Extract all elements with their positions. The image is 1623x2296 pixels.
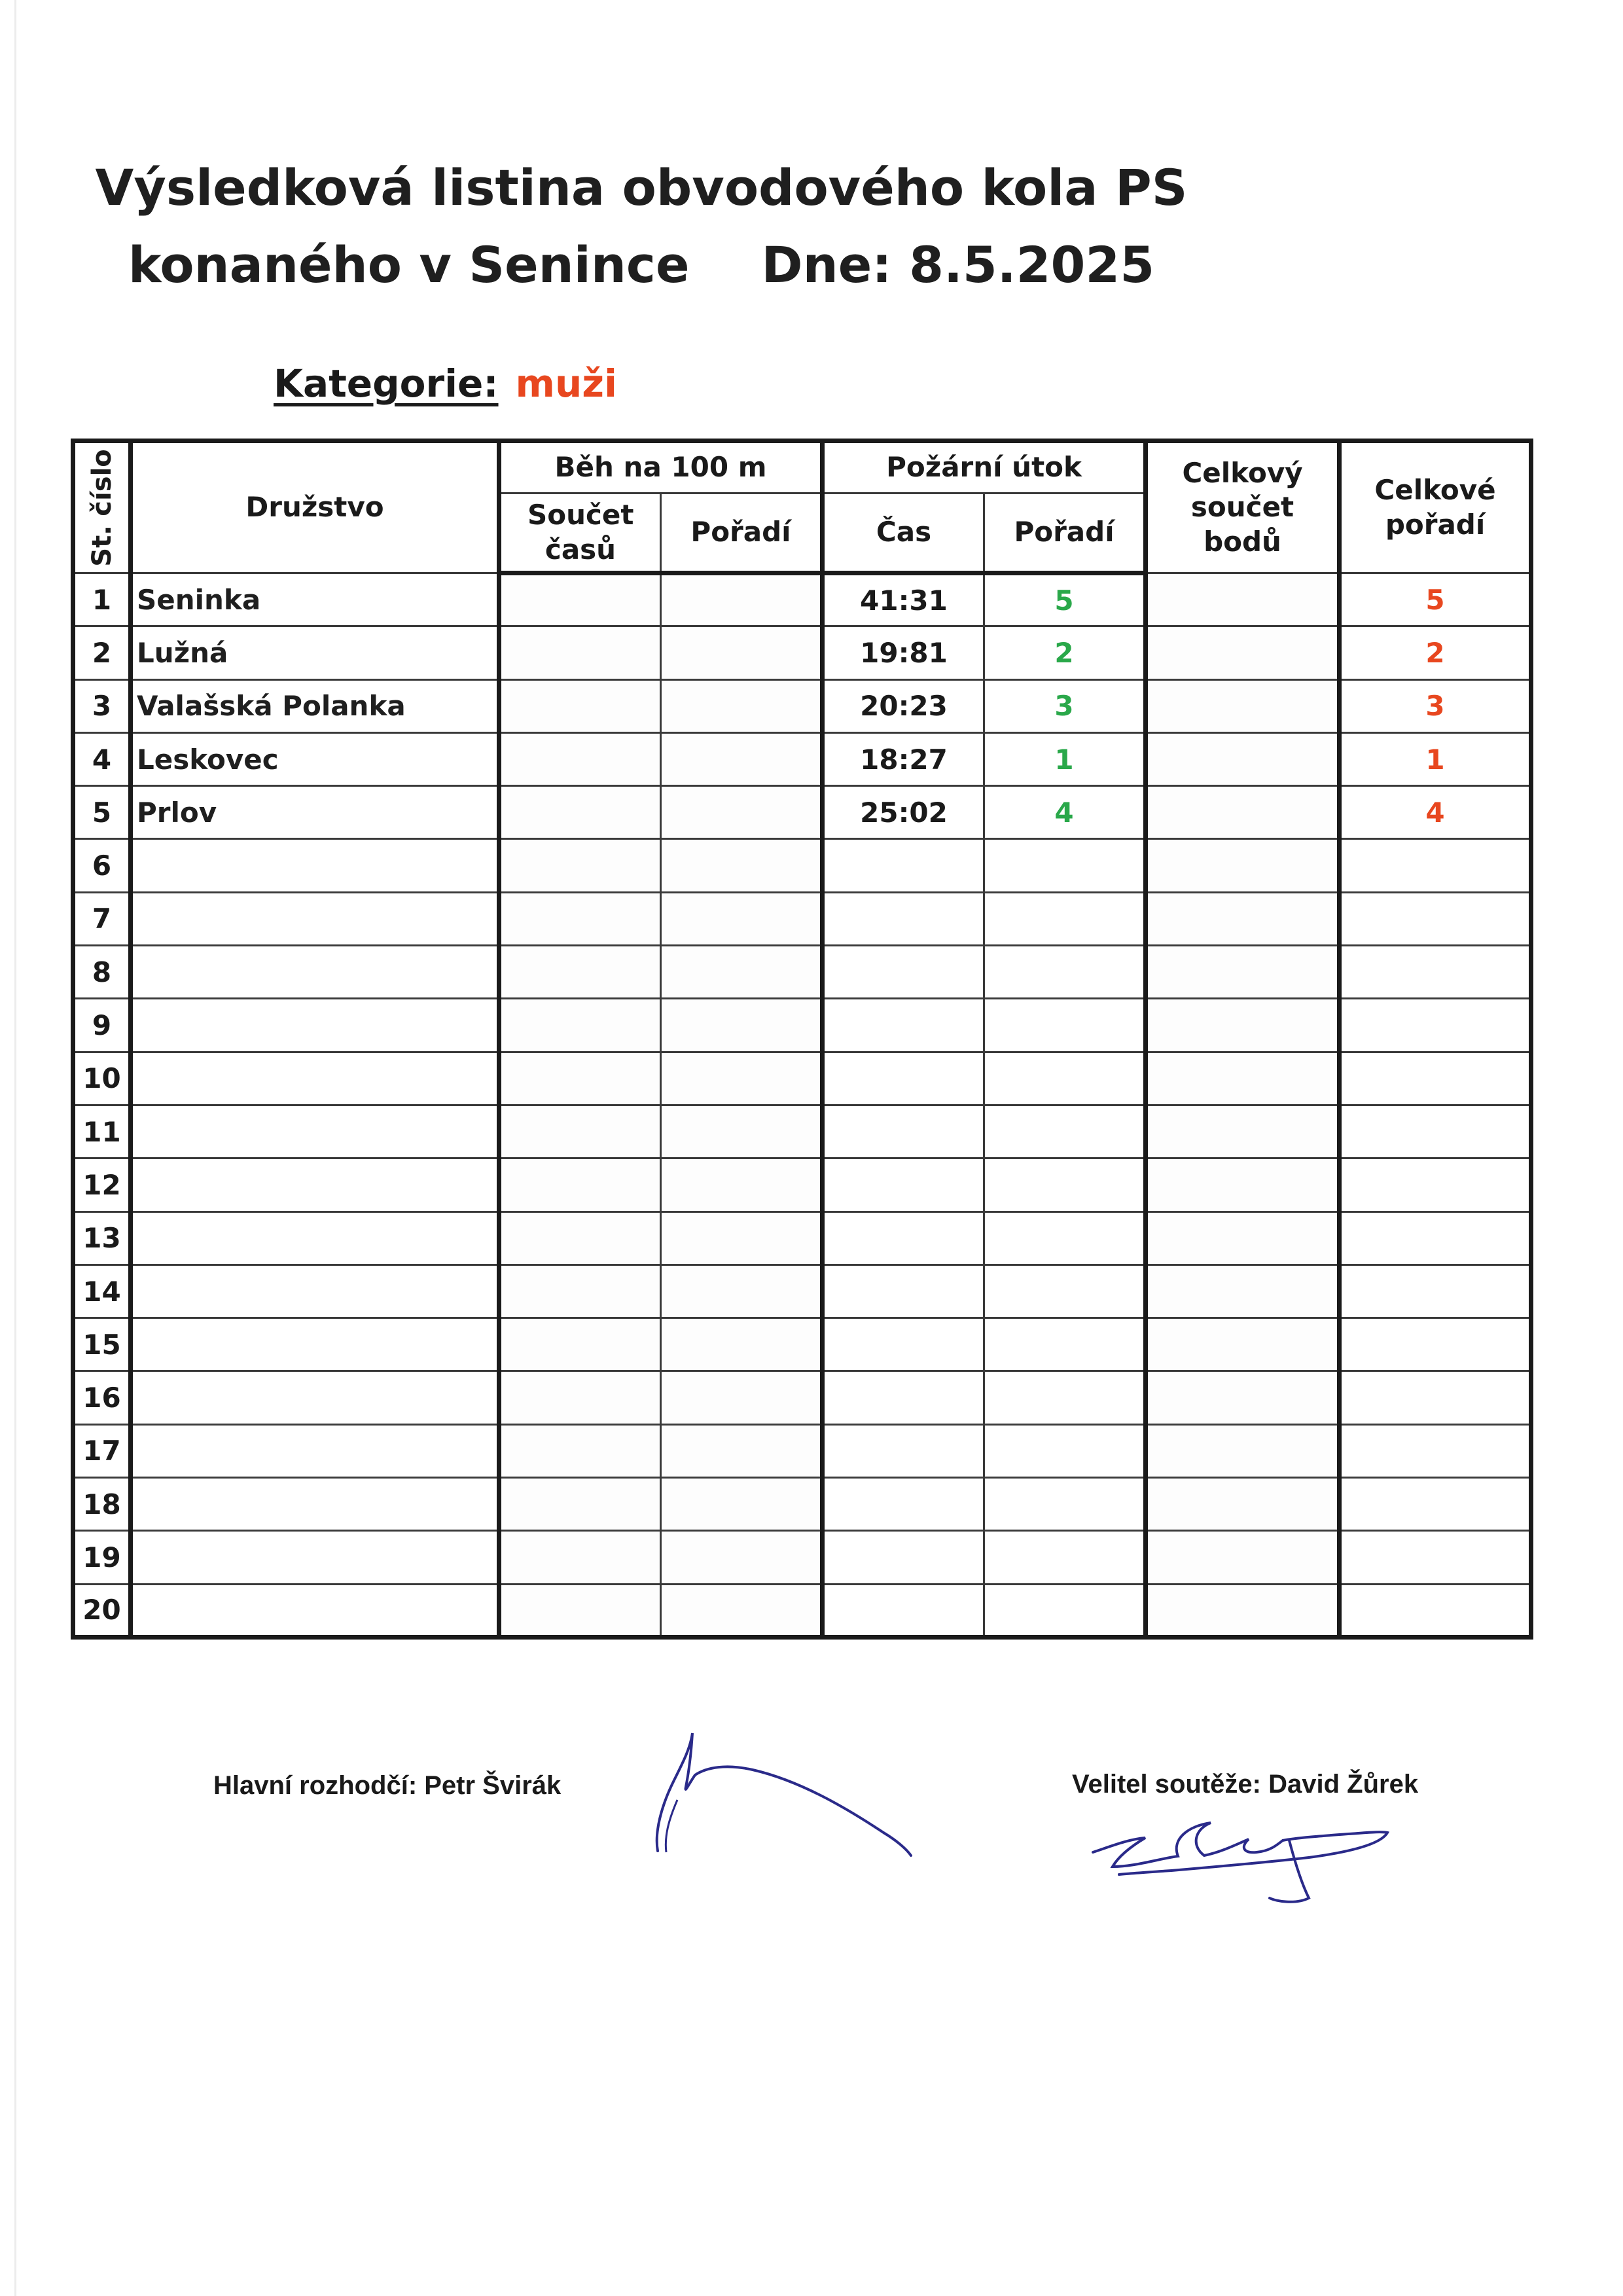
start-number-cell: 16	[73, 1371, 131, 1424]
attack-time-cell: 19:81	[823, 626, 984, 679]
attack-time-cell: 25:02	[823, 786, 984, 839]
header-attack-group: Požární útok	[823, 441, 1146, 493]
total-points-cell	[1146, 732, 1340, 785]
total-rank-cell	[1340, 1318, 1531, 1371]
team-cell	[131, 1158, 499, 1211]
start-number-cell: 7	[73, 892, 131, 945]
total-rank-cell: 1	[1340, 732, 1531, 785]
scan-edge	[14, 0, 16, 2296]
team-name: Seninka	[137, 583, 261, 616]
total-rank-cell	[1340, 1371, 1531, 1424]
attack-time-cell	[823, 1478, 984, 1531]
header-total-points: Celkový součet bodů	[1146, 441, 1340, 573]
attack-time-cell	[823, 1052, 984, 1105]
total-rank-cell	[1340, 1265, 1531, 1318]
run-rank-cell	[661, 732, 823, 785]
attack-rank-cell	[984, 946, 1146, 999]
team-cell	[131, 1211, 499, 1265]
start-number-cell: 5	[73, 786, 131, 839]
start-number-cell: 17	[73, 1424, 131, 1477]
table-row	[73, 1052, 1531, 1105]
run-sum-cell	[499, 626, 661, 679]
attack-rank-cell: 1	[984, 732, 1146, 785]
run-rank-cell	[661, 1531, 823, 1584]
attack-rank-cell	[984, 1211, 1146, 1265]
attack-time-cell: 41:31	[823, 573, 984, 626]
attack-time-cell	[823, 1265, 984, 1318]
run-rank-cell	[661, 892, 823, 945]
total-points-cell	[1146, 1318, 1340, 1371]
total-rank-cell	[1340, 892, 1531, 945]
attack-time-cell	[823, 1424, 984, 1477]
attack-rank-cell: 2	[984, 626, 1146, 679]
attack-time-cell	[823, 1211, 984, 1265]
table-row	[73, 1584, 1531, 1637]
header-start-number: St. číslo	[73, 441, 131, 573]
start-number-cell: 11	[73, 1105, 131, 1158]
team-cell	[131, 946, 499, 999]
attack-rank-cell	[984, 1424, 1146, 1477]
team-cell	[131, 1584, 499, 1637]
total-points-cell	[1146, 1105, 1340, 1158]
run-rank-cell	[661, 1318, 823, 1371]
attack-time-cell: 20:23	[823, 679, 984, 732]
attack-rank-cell	[984, 1478, 1146, 1531]
table-row	[73, 1158, 1531, 1211]
team-cell	[131, 1265, 499, 1318]
attack-rank-cell	[984, 892, 1146, 945]
table-row	[73, 946, 1531, 999]
document-subtitle	[52, 236, 1230, 294]
run-rank-cell	[661, 946, 823, 999]
team-cell	[131, 786, 499, 839]
start-number-cell: 8	[73, 946, 131, 999]
run-sum-cell	[499, 1158, 661, 1211]
start-number-cell: 4	[73, 732, 131, 785]
team-cell	[131, 1105, 499, 1158]
team-cell	[131, 839, 499, 892]
table-row	[73, 1318, 1531, 1371]
table-row	[73, 1265, 1531, 1318]
total-points-cell	[1146, 1371, 1340, 1424]
table-row	[73, 1105, 1531, 1158]
total-points-cell	[1146, 1584, 1340, 1637]
start-number-cell: 13	[73, 1211, 131, 1265]
team-cell	[131, 892, 499, 945]
table-row	[73, 1424, 1531, 1477]
attack-time-cell	[823, 1105, 984, 1158]
run-sum-cell	[499, 1531, 661, 1584]
attack-time-cell	[823, 1371, 984, 1424]
attack-rank-cell	[984, 1531, 1146, 1584]
start-number-cell: 6	[73, 839, 131, 892]
attack-rank-cell	[984, 1158, 1146, 1211]
total-rank-cell	[1340, 1424, 1531, 1477]
team-cell	[131, 1478, 499, 1531]
total-points-cell	[1146, 999, 1340, 1052]
attack-time-cell	[823, 1531, 984, 1584]
total-points-cell	[1146, 1158, 1340, 1211]
start-number-cell: 20	[73, 1584, 131, 1637]
attack-rank-cell	[984, 839, 1146, 892]
attack-rank-cell	[984, 1052, 1146, 1105]
date-text: Dne: 8.5.2025	[761, 236, 1155, 294]
header-run-sum: Součet časů	[499, 493, 661, 573]
run-sum-cell	[499, 1424, 661, 1477]
total-rank-cell	[1340, 1052, 1531, 1105]
total-rank-cell	[1340, 1531, 1531, 1584]
team-cell	[131, 999, 499, 1052]
table-row	[73, 573, 1531, 626]
total-points-cell	[1146, 946, 1340, 999]
total-rank-cell	[1340, 1478, 1531, 1531]
run-rank-cell	[661, 786, 823, 839]
team-name: Leskovec	[137, 743, 279, 776]
run-rank-cell	[661, 626, 823, 679]
team-cell	[131, 1371, 499, 1424]
total-rank-cell	[1340, 946, 1531, 999]
attack-time-cell	[823, 892, 984, 945]
header-attack-rank: Pořadí	[984, 493, 1146, 573]
attack-rank-cell: 3	[984, 679, 1146, 732]
total-rank-cell	[1340, 1584, 1531, 1637]
run-sum-cell	[499, 786, 661, 839]
total-points-cell	[1146, 626, 1340, 679]
header-team: Družstvo	[131, 441, 499, 573]
team-name: Prlov	[137, 796, 217, 829]
total-points-cell	[1146, 1531, 1340, 1584]
run-sum-cell	[499, 1371, 661, 1424]
table-row	[73, 626, 1531, 679]
chief-referee-label: Hlavní rozhodčí: Petr Švirák	[213, 1771, 562, 1800]
attack-rank-cell	[984, 1265, 1146, 1318]
attack-time-cell	[823, 1158, 984, 1211]
header-run-rank: Pořadí	[661, 493, 823, 573]
total-points-cell	[1146, 679, 1340, 732]
team-cell	[131, 732, 499, 785]
category-value: muži	[515, 361, 617, 406]
start-number-cell: 2	[73, 626, 131, 679]
attack-rank-cell: 5	[984, 573, 1146, 626]
total-rank-cell	[1340, 999, 1531, 1052]
start-number-cell: 15	[73, 1318, 131, 1371]
run-rank-cell	[661, 679, 823, 732]
run-rank-cell	[661, 839, 823, 892]
run-rank-cell	[661, 573, 823, 626]
team-cell	[131, 679, 499, 732]
header-run-group: Běh na 100 m	[499, 441, 823, 493]
run-sum-cell	[499, 1318, 661, 1371]
table-row	[73, 1531, 1531, 1584]
start-number-cell: 12	[73, 1158, 131, 1211]
commander-signature	[1073, 1793, 1414, 1937]
run-rank-cell	[661, 1265, 823, 1318]
total-rank-cell	[1340, 1211, 1531, 1265]
run-rank-cell	[661, 1105, 823, 1158]
team-name: Valašská Polanka	[137, 690, 406, 723]
table-row	[73, 839, 1531, 892]
attack-rank-cell	[984, 1371, 1146, 1424]
total-points-cell	[1146, 1424, 1340, 1477]
total-rank-cell: 2	[1340, 626, 1531, 679]
run-sum-cell	[499, 1052, 661, 1105]
attack-time-cell	[823, 946, 984, 999]
attack-rank-cell	[984, 1318, 1146, 1371]
total-points-cell	[1146, 573, 1340, 626]
table-row	[73, 786, 1531, 839]
attack-rank-cell	[984, 999, 1146, 1052]
header-total-rank: Celkové pořadí	[1340, 441, 1531, 573]
total-rank-cell: 4	[1340, 786, 1531, 839]
category-label: Kategorie:	[274, 361, 499, 406]
run-sum-cell	[499, 1478, 661, 1531]
attack-time-cell: 18:27	[823, 732, 984, 785]
run-rank-cell	[661, 1371, 823, 1424]
attack-time-cell	[823, 839, 984, 892]
team-cell	[131, 1318, 499, 1371]
total-points-cell	[1146, 1265, 1340, 1318]
attack-rank-cell	[984, 1584, 1146, 1637]
header-attack-time: Čas	[823, 493, 984, 573]
table-row	[73, 732, 1531, 785]
results-table	[71, 439, 1533, 1640]
total-rank-cell: 3	[1340, 679, 1531, 732]
start-number-cell: 18	[73, 1478, 131, 1531]
team-cell	[131, 1052, 499, 1105]
team-cell	[131, 573, 499, 626]
attack-rank-cell	[984, 1105, 1146, 1158]
run-sum-cell	[499, 1265, 661, 1318]
start-number-cell: 14	[73, 1265, 131, 1318]
team-cell	[131, 626, 499, 679]
category-line	[274, 361, 617, 406]
start-number-cell: 3	[73, 679, 131, 732]
chief-referee-signature	[609, 1702, 923, 1885]
run-sum-cell	[499, 1105, 661, 1158]
run-sum-cell	[499, 1211, 661, 1265]
table-row	[73, 892, 1531, 945]
total-points-cell	[1146, 839, 1340, 892]
attack-rank-cell: 4	[984, 786, 1146, 839]
table-row	[73, 1371, 1531, 1424]
run-sum-cell	[499, 946, 661, 999]
run-sum-cell	[499, 999, 661, 1052]
run-sum-cell	[499, 839, 661, 892]
total-points-cell	[1146, 1478, 1340, 1531]
run-rank-cell	[661, 1424, 823, 1477]
run-rank-cell	[661, 1211, 823, 1265]
attack-time-cell	[823, 1584, 984, 1637]
commander-label: Velitel soutěže: David Žůrek	[1072, 1770, 1419, 1799]
total-rank-cell: 5	[1340, 573, 1531, 626]
run-rank-cell	[661, 1584, 823, 1637]
total-points-cell	[1146, 892, 1340, 945]
run-sum-cell	[499, 1584, 661, 1637]
run-rank-cell	[661, 999, 823, 1052]
team-name: Lužná	[137, 636, 228, 669]
total-rank-cell	[1340, 1158, 1531, 1211]
attack-time-cell	[823, 999, 984, 1052]
table-row	[73, 1211, 1531, 1265]
attack-time-cell	[823, 1318, 984, 1371]
start-number-cell: 1	[73, 573, 131, 626]
start-number-cell: 10	[73, 1052, 131, 1105]
total-points-cell	[1146, 1052, 1340, 1105]
total-points-cell	[1146, 1211, 1340, 1265]
run-sum-cell	[499, 679, 661, 732]
team-cell	[131, 1424, 499, 1477]
run-rank-cell	[661, 1478, 823, 1531]
team-cell	[131, 1531, 499, 1584]
run-sum-cell	[499, 892, 661, 945]
run-sum-cell	[499, 573, 661, 626]
run-rank-cell	[661, 1052, 823, 1105]
document-title: Výsledková listina obvodového kola PS	[95, 158, 1188, 217]
table-row	[73, 999, 1531, 1052]
total-rank-cell	[1340, 839, 1531, 892]
run-rank-cell	[661, 1158, 823, 1211]
table-row	[73, 679, 1531, 732]
table-row	[73, 1478, 1531, 1531]
venue-text: konaného v Senince	[128, 236, 690, 294]
total-rank-cell	[1340, 1105, 1531, 1158]
start-number-cell: 19	[73, 1531, 131, 1584]
total-points-cell	[1146, 786, 1340, 839]
start-number-cell: 9	[73, 999, 131, 1052]
run-sum-cell	[499, 732, 661, 785]
